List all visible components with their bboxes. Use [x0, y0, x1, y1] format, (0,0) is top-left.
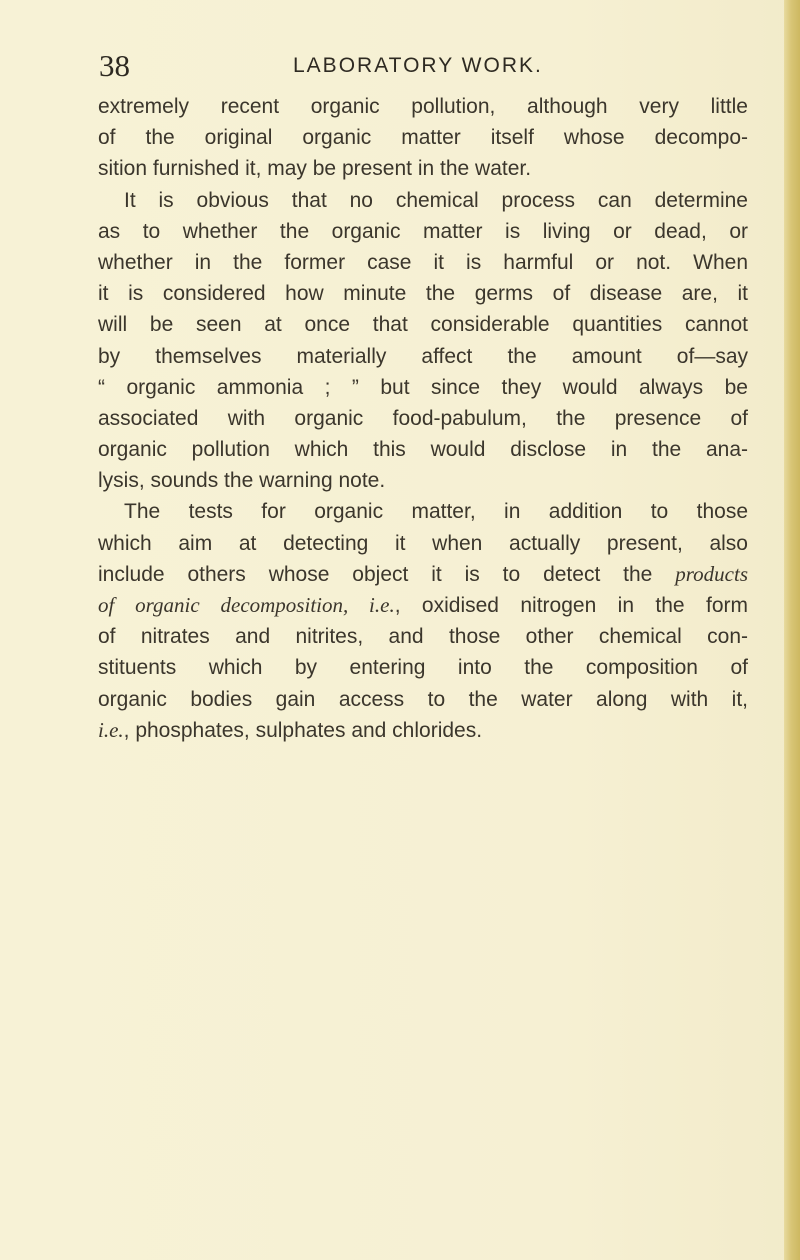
text-line	[98, 122, 748, 153]
text-segment: organic bodies gain access to the water along with it,	[98, 687, 748, 711]
text-segment: , oxidised nitrogen in the form	[394, 594, 748, 617]
text-segment: of the original organic matter itself whose decompo-	[98, 126, 748, 150]
text-segment: sition furnished it, may be present in the water.	[98, 157, 532, 181]
text-line	[98, 153, 748, 184]
text-line	[98, 434, 748, 465]
text-line	[98, 465, 748, 496]
text-line	[98, 247, 748, 278]
text-segment: as to whether the organic matter is living or dead, or	[98, 219, 748, 243]
text-line	[98, 559, 748, 590]
text-segment: include others whose object it is to detect the	[98, 562, 676, 586]
text-segment: by themselves materially affect the amount of—say	[98, 344, 748, 368]
text-line	[98, 496, 748, 527]
body-text	[98, 91, 748, 746]
text-line	[98, 91, 748, 122]
text-line	[98, 372, 748, 403]
text-line	[98, 684, 748, 715]
text-segment: lysis, sounds the warning note.	[98, 469, 386, 493]
text-line	[98, 652, 748, 683]
text-line	[98, 185, 748, 216]
text-line	[98, 621, 748, 652]
text-line	[98, 278, 748, 309]
italic-text: i.e.	[98, 717, 124, 742]
text-segment: it is considered how minute the germs of disease are, it	[98, 282, 748, 306]
text-segment: extremely recent organic pollution, although very little	[98, 95, 748, 118]
text-segment: , phosphates, sulphates and chlorides.	[123, 718, 483, 742]
text-line	[98, 341, 748, 372]
text-line	[98, 715, 748, 746]
text-segment: of nitrates and nitrites, and those other chemical con-	[98, 625, 748, 649]
text-segment: whether in the former case it is harmful or not. When	[98, 250, 748, 274]
text-segment: The tests for organic matter, in addition to those	[124, 500, 748, 524]
text-line	[98, 403, 748, 434]
text-segment: associated with organic food-pabulum, the presence of	[98, 406, 748, 430]
text-segment: which aim at detecting it when actually present, also	[98, 531, 748, 555]
page-edge	[784, 0, 800, 1260]
italic-text: products	[675, 561, 748, 586]
text-line	[98, 528, 748, 559]
text-segment: stituents which by entering into the composition of	[98, 656, 748, 680]
page-number: 38	[99, 48, 130, 83]
text-segment: It is obvious that no chemical process can determine	[124, 188, 748, 212]
running-title: LABORATORY WORK.	[293, 54, 543, 77]
running-head	[99, 46, 739, 86]
text-line	[98, 309, 748, 340]
italic-text: of organic decomposition, i.e.	[98, 593, 395, 617]
text-segment: “ organic ammonia ; ” but since they would always be	[98, 375, 748, 399]
text-line	[98, 590, 748, 621]
text-line	[98, 216, 748, 247]
text-segment: will be seen at once that considerable quantities cannot	[98, 313, 748, 337]
text-segment: organic pollution which this would disclose in the ana-	[98, 438, 748, 462]
